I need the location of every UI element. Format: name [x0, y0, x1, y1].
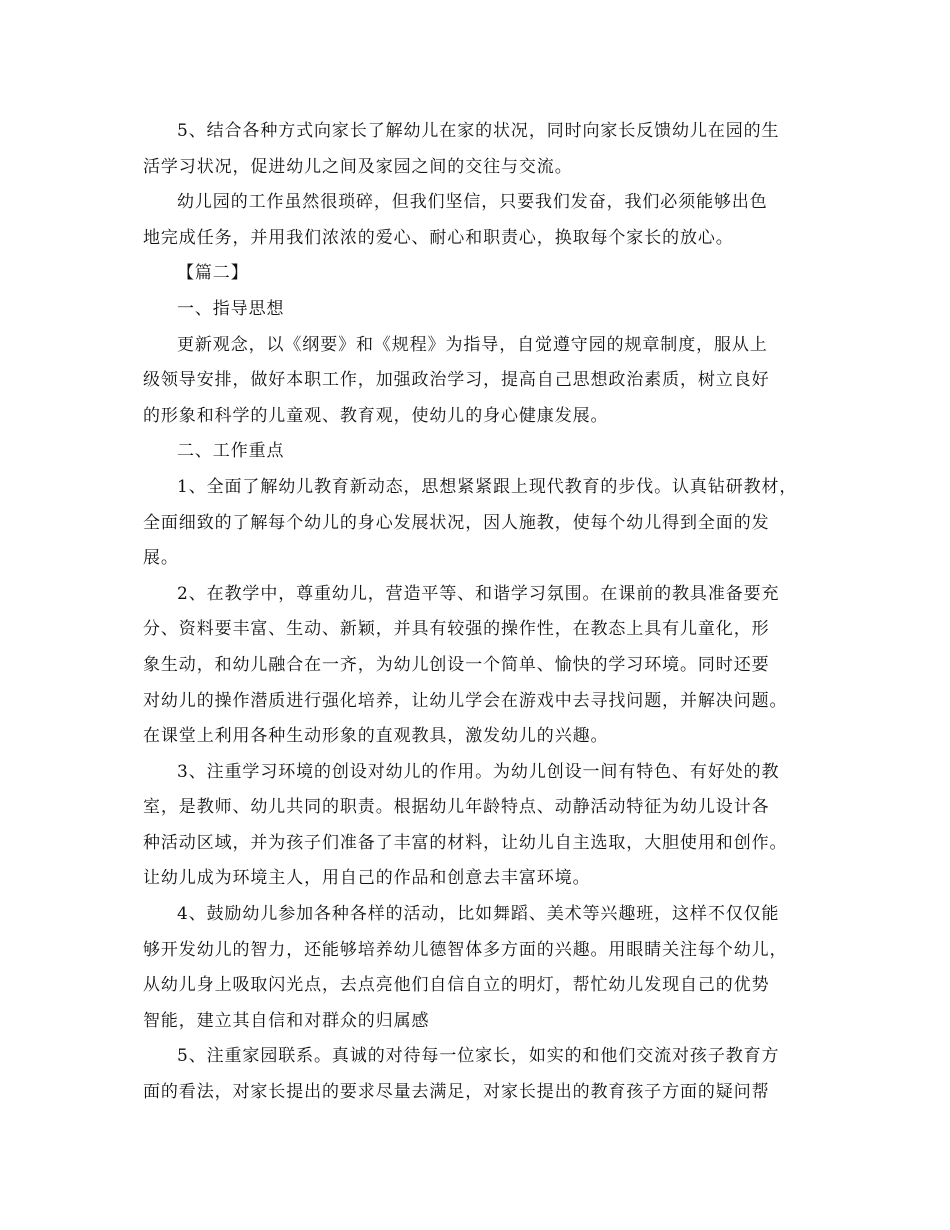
- paragraph-line: 3、注重学习环境的创设对幼儿的作用。为幼儿创设一间有特色、有好处的教: [177, 761, 780, 782]
- paragraph-line: 够开发幼儿的智力，还能够培养幼儿德智体多方面的兴趣。用眼睛关注每个幼儿，: [143, 939, 788, 960]
- paragraph-line: 5、结合各种方式向家长了解幼儿在家的状况，同时向家长反馈幼儿在园的生: [177, 121, 780, 141]
- section-heading-text: 【篇二】: [177, 263, 249, 284]
- paragraph-line: 4、鼓励幼儿参加各种各样的活动，比如舞蹈、美术等兴趣班，这样不仅仅能: [177, 904, 780, 925]
- paragraph-line: 智能，建立其自信和对群众的归属感: [143, 1010, 430, 1031]
- paragraph-focus-three: [143, 759, 815, 893]
- paragraph-line: 让幼儿成为环境主人，用自己的作品和创意去丰富环境。: [143, 868, 591, 889]
- paragraph-line: 室，是教师、幼儿共同的职责。根据幼儿年龄特点、动静活动特征为幼儿设计各: [143, 797, 770, 818]
- paragraph-guiding-ideology: [143, 332, 815, 430]
- paragraph-line: 级领导安排，做好本职工作，加强政治学习，提高自己思想政治素质，树立良好: [143, 370, 770, 391]
- section-heading-part-two: [143, 260, 815, 287]
- paragraph-line: 5、注重家园联系。真诚的对待每一位家长，如实的和他们交流对孩子教育方: [177, 1046, 780, 1067]
- paragraph-line: 全面细致的了解每个幼儿的身心发展状况，因人施教，使每个幼儿得到全面的发: [143, 512, 770, 533]
- paragraph-line: 面的看法，对家长提出的要求尽量去满足，对家长提出的教育孩子方面的疑问帮: [143, 1082, 770, 1103]
- paragraph-line: 种活动区域，并为孩子们准备了丰富的材料，让幼儿自主选取，大胆使用和创作。: [143, 832, 788, 853]
- paragraph-line: 地完成任务，并用我们浓浓的爱心、耐心和职责心，换取每个家长的放心。: [143, 227, 734, 248]
- subheading-text: 一、指导思想: [177, 298, 285, 319]
- paragraph-line: 展。: [143, 548, 179, 569]
- paragraph-line: 活学习状况，促进幼儿之间及家园之间的交往与交流。: [143, 156, 573, 177]
- paragraph-line: 对幼儿的操作潜质进行强化培养，让幼儿学会在游戏中去寻找问题，并解决问题。: [143, 690, 788, 711]
- subheading-guiding-ideology: [143, 296, 815, 323]
- subheading-work-focus: [143, 438, 815, 465]
- paragraph-line: 更新观念，以《纲要》和《规程》为指导，自觉遵守园的规章制度，服从上: [177, 334, 768, 355]
- paragraph-focus-four: [143, 901, 815, 1035]
- paragraph-focus-one: [143, 474, 815, 572]
- subheading-text: 二、工作重点: [177, 441, 285, 462]
- paragraph-line: 在课堂上利用各种生动形象的直观教具，激发幼儿的兴趣。: [143, 726, 609, 747]
- paragraph-line: 幼儿园的工作虽然很琐碎，但我们坚信，只要我们发奋，我们必须能够出色: [177, 192, 768, 213]
- document-body: [143, 118, 815, 1106]
- paragraph-focus-five: [143, 1043, 815, 1106]
- paragraph-line: 从幼儿身上吸取闪光点，去点亮他们自信自立的明灯，帮忙幼儿发现自己的优势: [143, 975, 770, 996]
- paragraph-home-feedback: [143, 118, 815, 181]
- paragraph-line: 1、全面了解幼儿教育新动态，思想紧紧跟上现代教育的步伐。认真钻研教材，: [177, 476, 798, 497]
- paragraph-conclusion: [143, 189, 815, 252]
- paragraph-line: 的形象和科学的儿童观、教育观，使幼儿的身心健康发展。: [143, 405, 609, 426]
- paragraph-line: 象生动，和幼儿融合在一齐，为幼儿创设一个简单、愉快的学习环境。同时还要: [143, 654, 770, 675]
- paragraph-line: 2、在教学中，尊重幼儿，营造平等、和谐学习氛围。在课前的教具准备要充: [177, 583, 780, 604]
- paragraph-focus-two: [143, 581, 815, 750]
- paragraph-line: 分、资料要丰富、生动、新颖，并具有较强的操作性，在教态上具有儿童化，形: [143, 619, 770, 640]
